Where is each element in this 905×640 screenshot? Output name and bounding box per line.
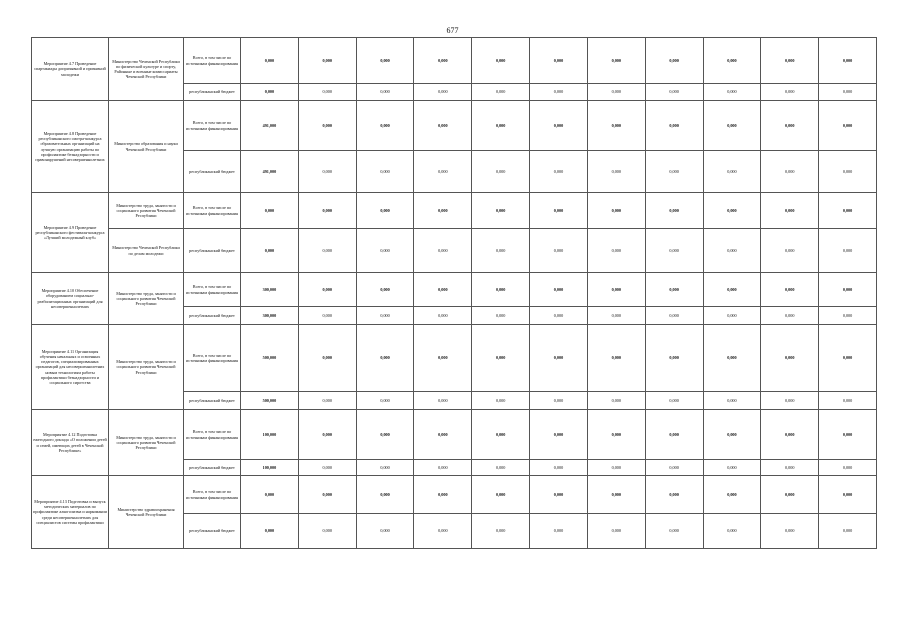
table-row: [32, 193, 877, 229]
amount-cell: 0,000: [587, 273, 645, 307]
amount-cell: 0,000: [472, 101, 530, 151]
amount-cell: 0,000: [587, 410, 645, 460]
source-republic-label: республиканский бюджет: [184, 229, 241, 273]
amount-cell: 0,000: [356, 514, 414, 549]
amount-cell: 0,000: [645, 151, 703, 193]
amount-cell: 491,000: [241, 151, 299, 193]
amount-cell: 0,000: [761, 514, 819, 549]
activity-cell: Мероприятие 4.12 Подготовка ежегодного доклада «О положении детей и семей, имеющих детей в Чеченской Республике»: [32, 410, 109, 476]
amount-cell: 0,000: [645, 476, 703, 514]
amount-cell: 0,000: [761, 410, 819, 460]
amount-cell: 0,000: [414, 229, 472, 273]
amount-cell: 0,000: [298, 325, 356, 392]
amount-cell: 0,000: [703, 410, 761, 460]
amount-cell: 0,000: [356, 151, 414, 193]
amount-cell: 0,000: [819, 476, 877, 514]
amount-cell: 0,000: [356, 273, 414, 307]
amount-cell: 0,000: [414, 101, 472, 151]
amount-cell: 0,000: [530, 151, 588, 193]
executor-cell: Министерство труда, занятости и социального развития Чеченской Республики: [109, 193, 184, 229]
amount-cell: 0,000: [472, 410, 530, 460]
table-row: [32, 273, 877, 307]
amount-cell: 0,000: [356, 307, 414, 325]
source-republic-label: республиканский бюджет: [184, 392, 241, 410]
amount-cell: 0,000: [472, 151, 530, 193]
amount-cell: 0,000: [472, 514, 530, 549]
amount-cell: 0,000: [645, 460, 703, 476]
amount-cell: 0,000: [819, 392, 877, 410]
amount-cell: 0,000: [761, 273, 819, 307]
amount-cell: 0,000: [761, 476, 819, 514]
table-row: [32, 410, 877, 460]
amount-cell: 0,000: [530, 193, 588, 229]
activity-cell: Мероприятие 4.13 Подготовка и выпуск методических материалов по профилактике алкоголизма и наркомании среди несовершеннолетних для специалистов системы профилактики: [32, 476, 109, 549]
source-total-label: Всего, в том числе по источникам финансирования: [184, 410, 241, 460]
amount-cell: 0,000: [587, 392, 645, 410]
amount-cell: 0,000: [703, 273, 761, 307]
amount-cell: 0,000: [819, 38, 877, 84]
amount-cell: 0,000: [761, 392, 819, 410]
amount-cell: 0,000: [761, 38, 819, 84]
amount-cell: 0,000: [703, 229, 761, 273]
amount-cell: 0,000: [819, 514, 877, 549]
amount-cell: 0,000: [298, 410, 356, 460]
amount-cell: 0,000: [530, 229, 588, 273]
amount-cell: 0,000: [645, 38, 703, 84]
amount-cell: 0,000: [414, 392, 472, 410]
amount-cell: 0,000: [414, 460, 472, 476]
amount-cell: 0,000: [645, 273, 703, 307]
amount-cell: 0,000: [587, 460, 645, 476]
executor-cell: Министерство труда, занятости и социального развития Чеченской Республики: [109, 325, 184, 410]
budget-table: [31, 37, 877, 549]
amount-cell: 0,000: [819, 410, 877, 460]
amount-cell: 0,000: [472, 476, 530, 514]
amount-cell: 0,000: [530, 101, 588, 151]
amount-cell: 491,000: [241, 101, 299, 151]
amount-cell: 0,000: [530, 325, 588, 392]
amount-cell: 0,000: [356, 460, 414, 476]
source-total-label: Всего, в том числе по источникам финансирования: [184, 325, 241, 392]
amount-cell: 300,000: [241, 273, 299, 307]
executor-cell: Министерство труда, занятости и социального развития Чеченской Республики: [109, 273, 184, 325]
amount-cell: 0,000: [298, 273, 356, 307]
amount-cell: 0,000: [530, 460, 588, 476]
amount-cell: 0,000: [587, 193, 645, 229]
activity-cell: Мероприятие 4.10 Обеспечение оборудованием социально-реабилитационных организаций для несовершеннолетних: [32, 273, 109, 325]
amount-cell: 0,000: [587, 229, 645, 273]
amount-cell: 0,000: [645, 84, 703, 101]
amount-cell: 0,000: [414, 325, 472, 392]
table-row: [32, 101, 877, 151]
amount-cell: 0,000: [761, 325, 819, 392]
activity-cell: Мероприятие 4.9 Проведение республиканского фестиваля-конкурса «Лучший молодежный клуб»: [32, 193, 109, 273]
amount-cell: 0,000: [356, 325, 414, 392]
amount-cell: 500,000: [241, 392, 299, 410]
amount-cell: 0,000: [587, 325, 645, 392]
amount-cell: 0,000: [472, 307, 530, 325]
executor-cell: Министерство здравоохранения Чеченской Республики: [109, 476, 184, 549]
source-total-label: Всего, в том числе по источникам финансирования: [184, 273, 241, 307]
amount-cell: 0,000: [587, 84, 645, 101]
amount-cell: 0,000: [530, 307, 588, 325]
amount-cell: 0,000: [530, 38, 588, 84]
amount-cell: 0,000: [472, 38, 530, 84]
amount-cell: 0,000: [472, 84, 530, 101]
amount-cell: 0,000: [703, 514, 761, 549]
source-total-label: Всего, в том числе по источникам финансирования: [184, 101, 241, 151]
amount-cell: 0,000: [298, 460, 356, 476]
amount-cell: 0,000: [414, 476, 472, 514]
amount-cell: 0,000: [819, 460, 877, 476]
amount-cell: 0,000: [703, 307, 761, 325]
amount-cell: 0,000: [761, 193, 819, 229]
amount-cell: 500,000: [241, 325, 299, 392]
table-row: [32, 325, 877, 392]
amount-cell: 0,000: [356, 476, 414, 514]
amount-cell: 0,000: [645, 325, 703, 392]
amount-cell: 0,000: [241, 84, 299, 101]
source-republic-label: республиканский бюджет: [184, 460, 241, 476]
amount-cell: 0,000: [414, 151, 472, 193]
amount-cell: 0,000: [645, 229, 703, 273]
amount-cell: 0,000: [414, 84, 472, 101]
amount-cell: 0,000: [703, 101, 761, 151]
amount-cell: 0,000: [761, 151, 819, 193]
amount-cell: 0,000: [645, 101, 703, 151]
amount-cell: 0,000: [298, 476, 356, 514]
amount-cell: 0,000: [356, 392, 414, 410]
amount-cell: 0,000: [414, 410, 472, 460]
amount-cell: 0,000: [414, 273, 472, 307]
amount-cell: 0,000: [241, 229, 299, 273]
amount-cell: 0,000: [819, 229, 877, 273]
page-number: 677: [446, 26, 459, 35]
amount-cell: 0,000: [472, 193, 530, 229]
amount-cell: 0,000: [472, 273, 530, 307]
amount-cell: 100,000: [241, 410, 299, 460]
amount-cell: 0,000: [587, 151, 645, 193]
amount-cell: 0,000: [761, 101, 819, 151]
amount-cell: 0,000: [298, 514, 356, 549]
amount-cell: 0,000: [645, 307, 703, 325]
amount-cell: 0,000: [703, 151, 761, 193]
amount-cell: 0,000: [241, 476, 299, 514]
source-total-label: Всего, в том числе по источникам финансирования: [184, 476, 241, 514]
source-republic-label: республиканский бюджет: [184, 151, 241, 193]
amount-cell: 300,000: [241, 307, 299, 325]
amount-cell: 0,000: [298, 84, 356, 101]
amount-cell: 0,000: [703, 392, 761, 410]
amount-cell: 0,000: [241, 193, 299, 229]
source-total-label: Всего, в том числе по источникам финансирования: [184, 193, 241, 229]
amount-cell: 0,000: [819, 84, 877, 101]
amount-cell: 0,000: [298, 307, 356, 325]
activity-cell: Мероприятие 4.8 Проведение республиканского смотра-конкурса образовательных организаций на лучшую организацию работы по профилактике безнадзорности и правонарушений несовершеннолетних: [32, 101, 109, 193]
amount-cell: 0,000: [645, 193, 703, 229]
source-republic-label: республиканский бюджет: [184, 84, 241, 101]
source-republic-label: республиканский бюджет: [184, 514, 241, 549]
amount-cell: 0,000: [356, 410, 414, 460]
executor-cell: Министерство Чеченской Республики по физической культуре и спорту, Районные и военные комиссариаты Чеченской Республики: [109, 38, 184, 101]
amount-cell: 0,000: [356, 84, 414, 101]
amount-cell: 0,000: [819, 273, 877, 307]
amount-cell: 0,000: [530, 410, 588, 460]
amount-cell: 0,000: [298, 101, 356, 151]
amount-cell: 100,000: [241, 460, 299, 476]
amount-cell: 0,000: [414, 38, 472, 84]
amount-cell: 0,000: [703, 38, 761, 84]
source-total-label: Всего, в том числе по источникам финансирования: [184, 38, 241, 84]
table-row: [32, 229, 877, 273]
amount-cell: 0,000: [819, 193, 877, 229]
amount-cell: 0,000: [530, 84, 588, 101]
amount-cell: 0,000: [472, 229, 530, 273]
amount-cell: 0,000: [587, 307, 645, 325]
amount-cell: 0,000: [761, 460, 819, 476]
executor-cell: Министерство труда, занятости и социального развития Чеченской Республики: [109, 410, 184, 476]
amount-cell: 0,000: [241, 38, 299, 84]
activity-cell: Мероприятие 4.7 Проведение спартакиады допризывной и призывной молодежи: [32, 38, 109, 101]
amount-cell: 0,000: [530, 476, 588, 514]
executor-cell: Министерство Чеченской Республики по делам молодежи: [109, 229, 184, 273]
amount-cell: 0,000: [645, 410, 703, 460]
amount-cell: 0,000: [761, 307, 819, 325]
amount-cell: 0,000: [414, 307, 472, 325]
amount-cell: 0,000: [356, 229, 414, 273]
amount-cell: 0,000: [298, 151, 356, 193]
amount-cell: 0,000: [761, 84, 819, 101]
amount-cell: 0,000: [298, 392, 356, 410]
amount-cell: 0,000: [819, 101, 877, 151]
amount-cell: 0,000: [356, 193, 414, 229]
amount-cell: 0,000: [587, 514, 645, 549]
amount-cell: 0,000: [414, 514, 472, 549]
table-row: [32, 476, 877, 514]
amount-cell: 0,000: [703, 460, 761, 476]
amount-cell: 0,000: [819, 325, 877, 392]
amount-cell: 0,000: [645, 514, 703, 549]
amount-cell: 0,000: [645, 392, 703, 410]
amount-cell: 0,000: [298, 193, 356, 229]
activity-cell: Мероприятие 4.11 Организация обучения начальных и освоенных педагогов, специализированных организаций для несовершеннолетних новым технологиям работы профилактики безнадзорности и социального сиротства: [32, 325, 109, 410]
amount-cell: 0,000: [298, 38, 356, 84]
amount-cell: 0,000: [530, 514, 588, 549]
amount-cell: 0,000: [703, 193, 761, 229]
amount-cell: 0,000: [472, 460, 530, 476]
table-row: [32, 38, 877, 84]
amount-cell: 0,000: [414, 193, 472, 229]
amount-cell: 0,000: [530, 392, 588, 410]
amount-cell: 0,000: [472, 325, 530, 392]
amount-cell: 0,000: [241, 514, 299, 549]
source-republic-label: республиканский бюджет: [184, 307, 241, 325]
amount-cell: 0,000: [587, 101, 645, 151]
amount-cell: 0,000: [819, 307, 877, 325]
amount-cell: 0,000: [703, 84, 761, 101]
amount-cell: 0,000: [472, 392, 530, 410]
amount-cell: 0,000: [587, 38, 645, 84]
amount-cell: 0,000: [703, 476, 761, 514]
amount-cell: 0,000: [703, 325, 761, 392]
amount-cell: 0,000: [587, 476, 645, 514]
amount-cell: 0,000: [298, 229, 356, 273]
amount-cell: 0,000: [530, 273, 588, 307]
amount-cell: 0,000: [761, 229, 819, 273]
amount-cell: 0,000: [819, 151, 877, 193]
executor-cell: Министерство образования и науки Чеченской Республики: [109, 101, 184, 193]
amount-cell: 0,000: [356, 101, 414, 151]
amount-cell: 0,000: [356, 38, 414, 84]
